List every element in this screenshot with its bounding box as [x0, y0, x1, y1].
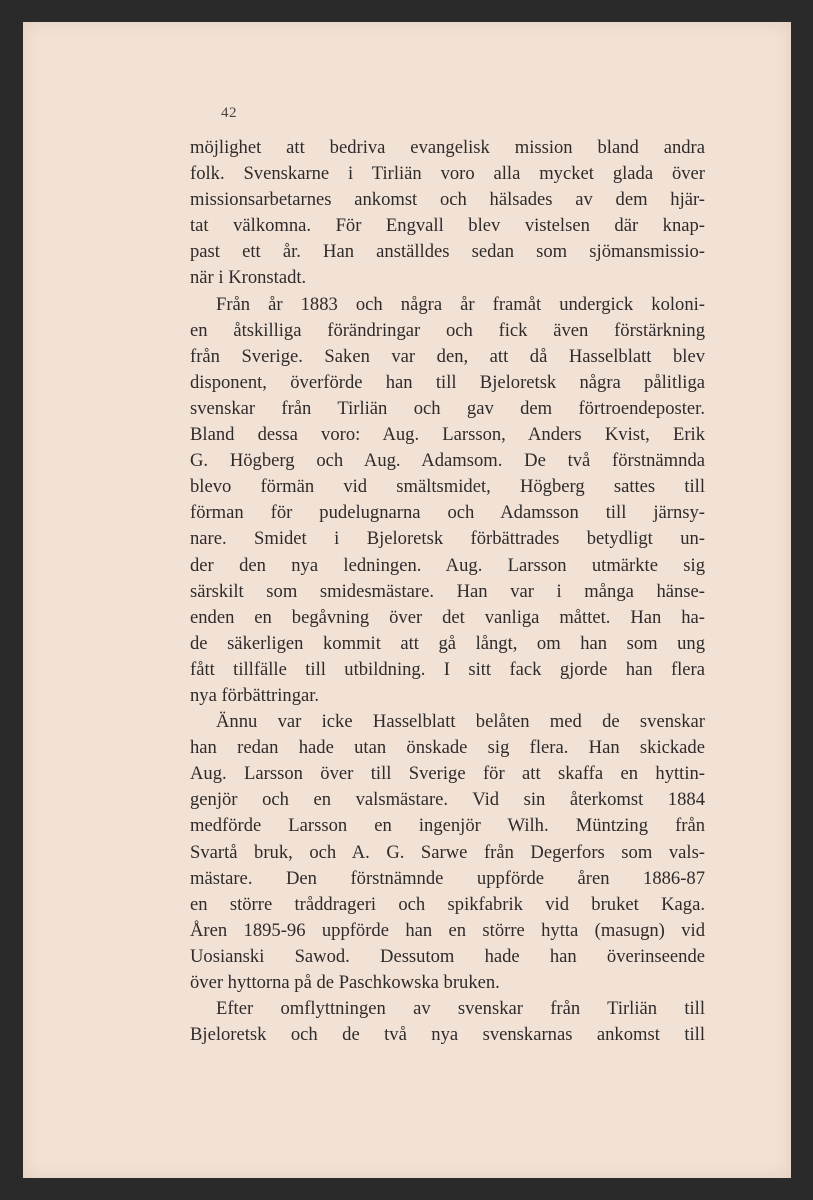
text-line: de säkerligen kommit att gå långt, om han som ung: [190, 632, 705, 654]
text-line: Bland dessa voro: Aug. Larsson, Anders Kvist, Erik: [190, 424, 705, 446]
text-line: Svartå bruk, och A. G. Sarwe från Degerfors som vals-: [190, 841, 705, 863]
text-line: Aug. Larsson över till Sverige för att skaffa en hyttin-: [190, 763, 705, 785]
text-line: han redan hade utan önskade sig flera. Han skickade: [190, 737, 705, 759]
text-line: möjlighet att bedriva evangelisk mission bland andra: [190, 137, 705, 158]
text-line: missionsarbetarnes ankomst och hälsades av dem hjär-: [190, 189, 705, 211]
text-line: enden en begåvning över det vanliga måttet. Han ha-: [190, 606, 705, 628]
text-line: genjör och en valsmästare. Vid sin återkomst 1884: [190, 789, 705, 811]
text-line: Åren 1895-96 uppförde han en större hytta (masugn) vid: [190, 919, 705, 941]
text-line: mästare. Den förstnämnde uppförde åren 1886-87: [190, 867, 705, 889]
text-line: Från år 1883 och några år framåt undergick koloni-: [216, 293, 705, 315]
text-line: folk. Svenskarne i Tirliän voro alla mycket glada över: [190, 163, 705, 185]
text-line: när i Kronstadt.: [190, 267, 307, 289]
body-text: [190, 135, 705, 1048]
text-line: fått tillfälle till utbildning. I sitt fack gjorde han flera: [190, 658, 705, 680]
text-line: särskilt som smidesmästare. Han var i många hänse-: [190, 580, 705, 602]
text-line: från Sverige. Saken var den, att då Hasselblatt blev: [190, 345, 705, 367]
text-line: Uosianski Sawod. Dessutom hade han överinseende: [190, 945, 705, 967]
text-line: medförde Larsson en ingenjör Wilh. Müntzing från: [190, 815, 705, 837]
page-number: 42: [221, 105, 237, 121]
text-line: past ett år. Han anställdes sedan som sjömansmissio-: [190, 241, 705, 263]
text-line: Ännu var icke Hasselblatt belåten med de svenskar: [216, 711, 705, 733]
text-line: Bjeloretsk och de två nya svenskarnas ankomst till: [190, 1024, 705, 1046]
text-line: Efter omflyttningen av svenskar från Tirliän till: [216, 998, 705, 1020]
text-line: förman för pudelugnarna och Adamsson till järnsy-: [190, 502, 705, 524]
text-line: der den nya ledningen. Aug. Larsson utmärkte sig: [190, 554, 705, 576]
text-line: över hyttorna på de Paschkowska bruken.: [190, 972, 500, 993]
text-line: en åtskilliga förändringar och fick även förstärkning: [190, 319, 705, 341]
text-line: en större tråddrageri och spikfabrik vid bruket Kaga.: [190, 893, 705, 915]
text-line: nare. Smidet i Bjeloretsk förbättrades betydligt un-: [190, 528, 705, 550]
text-line: G. Högberg och Aug. Adamsom. De två förstnämnda: [190, 450, 705, 472]
text-line: blevo förmän vid smältsmidet, Högberg sattes till: [190, 476, 705, 498]
text-line: tat välkomna. För Engvall blev vistelsen där knap-: [190, 215, 705, 237]
text-line: disponent, överförde han till Bjeloretsk några pålitliga: [190, 371, 705, 393]
text-line: svenskar från Tirliän och gav dem förtroendeposter.: [190, 397, 705, 419]
document-page: [23, 22, 791, 1178]
text-line: nya förbättringar.: [190, 684, 320, 706]
